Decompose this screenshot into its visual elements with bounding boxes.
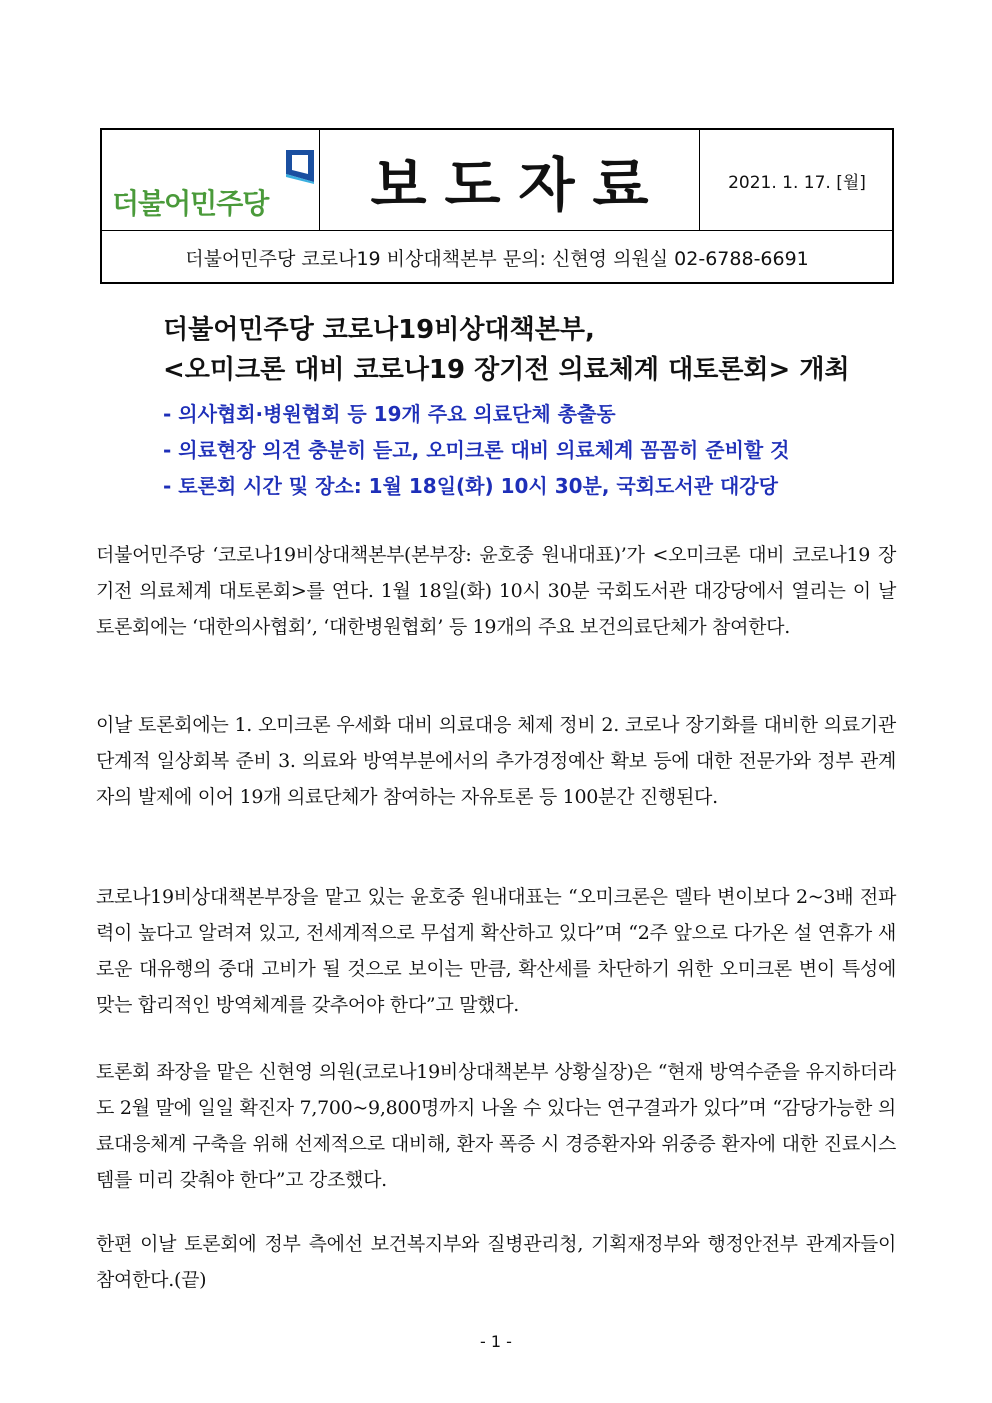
logo-cell	[102, 130, 320, 230]
paragraph-text: 토론회 좌장을 맡은 신현영 의원(코로나19비상대책본부 상황실장)은 “현재 방역수준을 유지하더라도 2월 말에 일일 확진자 7,700~9,800명까지 나올 수 있다는 연구결과가 있다”며 “감당가능한 의료대응체계 구축을 위해 선제적으로 대비해, 환자 폭증 시 경증환자와 위중증 환자에 대한 진료시스템를 미리 갖춰야 한다”고 강조했다.	[96, 1061, 896, 1191]
page-number: - 1 -	[480, 1332, 512, 1351]
paragraph-text: 이날 토론회에는 1. 오미크론 우세화 대비 의료대응 체제 정비 2. 코로나 장기화를 대비한 의료기관 단계적 일상회복 준비 3. 의료와 방역부분에서의 추가경정예산 확보 등에 대한 전문가와 정부 관계자의 발제에 이어 19개 의료단체가 참여하는 자유토론 등 100분간 진행된다.	[96, 714, 896, 808]
page-title: 보도자료	[370, 151, 667, 219]
body-paragraph-1	[96, 537, 896, 645]
header-top-row	[102, 130, 892, 230]
party-logo-text: 더불어민주당	[112, 187, 269, 220]
summary-bullet: - 토론회 시간 및 장소: 1월 18일(화) 10시 30분, 국회도서관 대강당	[163, 474, 778, 498]
contact-row	[102, 230, 892, 284]
body-paragraph-5	[96, 1226, 896, 1298]
party-logo-mark-icon	[282, 146, 318, 186]
headline-line-2: <오미크론 대비 코로나19 장기전 의료체계 대토론회> 개최	[163, 355, 850, 385]
date-cell	[700, 130, 894, 230]
paragraph-text: 코로나19비상대책본부장을 맡고 있는 윤호중 원내대표는 “오미크론은 델타 변이보다 2~3배 전파력이 높다고 알려져 있고, 전세계적으로 무섭게 확산하고 있다”며 “2주 앞으로 다가온 설 연휴가 새로운 대유행의 중대 고비가 될 것으로 보이는 만큼, 확산세를 차단하기 위한 오미크론 변이 특성에 맞는 합리적인 방역체계를 갖추어야 한다”고 말했다.	[96, 886, 896, 1016]
body-paragraph-3	[96, 879, 896, 1023]
contact-info: 더불어민주당 코로나19 비상대책본부 문의: 신현영 의원실 02-6788-6691	[185, 248, 809, 270]
title-cell	[320, 130, 700, 230]
body-paragraph-2	[96, 707, 896, 815]
paragraph-text: 한편 이날 토론회에 정부 측에선 보건복지부와 질병관리청, 기획재정부와 행정안전부 관계자들이 참여한다.(끝)	[96, 1233, 896, 1291]
release-date: 2021. 1. 17. [월]	[728, 172, 866, 193]
paragraph-text: 더불어민주당 ‘코로나19비상대책본부(본부장: 윤호중 원내대표)’가 <오미크론 대비 코로나19 장기전 의료체계 대토론회>를 연다. 1월 18일(화) 10시 30분 국회도서관 대강당에서 열리는 이 날 토론회에는 ‘대한의사협회’, ‘대한병원협회’ 등 19개의 주요 보건의료단체가 참여한다.	[96, 544, 896, 638]
headline	[163, 310, 923, 390]
summary-bullet: - 의사협회·병원협회 등 19개 주요 의료단체 총출동	[163, 402, 616, 426]
summary-bullet: - 의료현장 의견 충분히 듣고, 오미크론 대비 의료체계 꼼꼼히 준비할 것	[163, 438, 790, 462]
summary-bullets	[163, 396, 923, 504]
press-release-header	[100, 128, 894, 284]
headline-line-1: 더불어민주당 코로나19비상대책본부,	[163, 315, 595, 345]
body-paragraph-4	[96, 1054, 896, 1198]
